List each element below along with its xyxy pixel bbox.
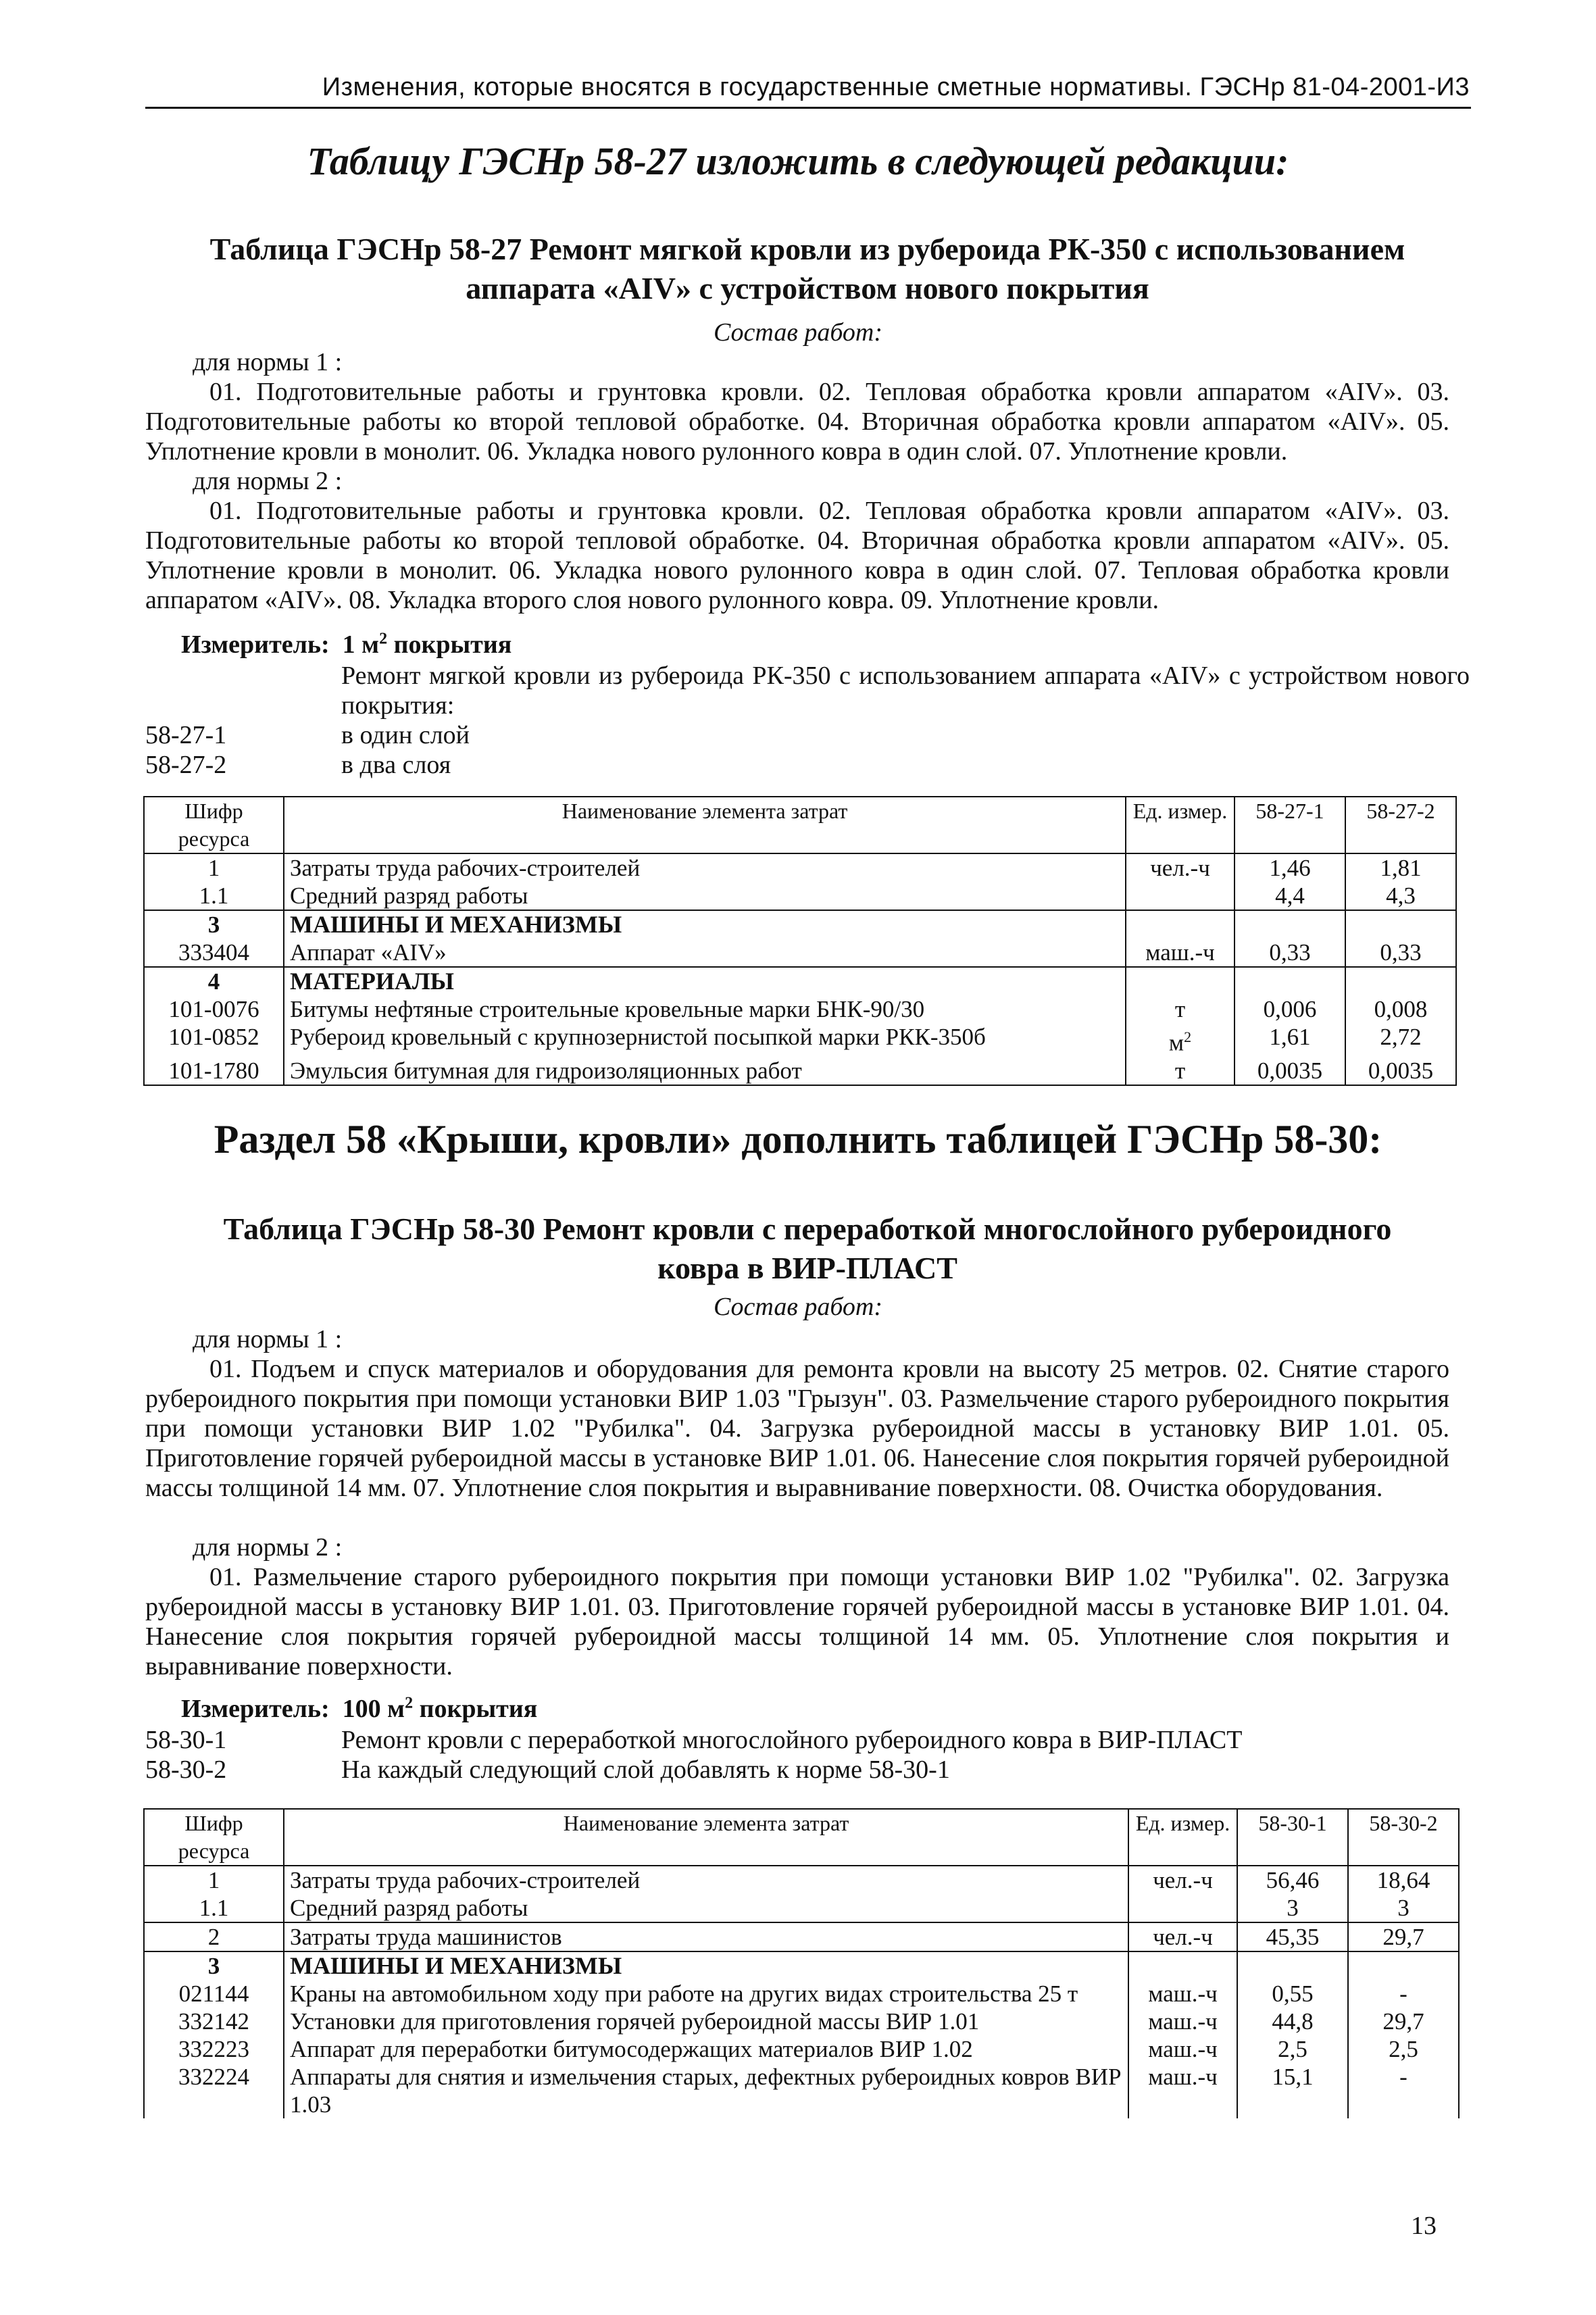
table1-header-unit: Ед. измер. [1126, 797, 1235, 853]
header-rule [145, 107, 1471, 109]
table2-norm2 [145, 1533, 1449, 1681]
table-row [144, 2063, 1459, 2118]
row-code: 1.1 [144, 1894, 284, 1922]
table1-sostav: Состав работ: [713, 318, 883, 347]
row-name: МАТЕРИАЛЫ [284, 967, 1126, 995]
row-name: Затраты труда машинистов [284, 1922, 1128, 1951]
table1-norm2 [145, 466, 1449, 615]
running-head: Изменения, которые вносятся в государственные сметные нормативы. ГЭСНр 81-04-2001-И3 [322, 73, 1470, 101]
table1-meter [181, 630, 512, 659]
table-row [144, 910, 1456, 939]
row-unit: маш.-ч [1128, 1980, 1237, 2008]
row-unit: т [1126, 995, 1235, 1023]
row-value-2: 2,5 [1348, 2035, 1459, 2063]
row-value-1 [1237, 1951, 1348, 1980]
row-name: МАШИНЫ И МЕХАНИЗМЫ [284, 1951, 1128, 1980]
row-code: 1.1 [144, 882, 284, 910]
table2-sostav: Состав работ: [713, 1293, 883, 1321]
table1-norm1-label: для нормы 1 : [193, 348, 343, 376]
table1-norm1-text: 01. Подготовительные работы и грунтовка кровли. 02. Тепловая обработка кровли аппаратом «AIV». 03. Подготовительные работы ко второй тепловой обработке. 04. Вторичная обработка кровли аппаратом «AIV». 05. Уплотнение кровли в монолит. 06. Укладка нового рулонного ковра в один слой. 07. Уплотнение кровли. [145, 378, 1449, 466]
table1-norm2-text: 01. Подготовительные работы и грунтовка кровли. 02. Тепловая обработка кровли аппаратом «AIV». 03. Подготовительные работы ко второй тепловой обработке. 04. Вторичная обработка кровли аппаратом «AIV». 05. Уплотнение кровли в монолит. 06. Укладка нового рулонного ковра в один слой. 07. Тепловая обработка кровли аппаратом «AIV». 08. Укладка второго слоя нового рулонного ковра. 09. Уплотнение кровли. [145, 497, 1449, 614]
table2-header-code: Шифр ресурса [144, 1809, 284, 1866]
row-unit: маш.-ч [1128, 2035, 1237, 2063]
row-unit [1128, 1894, 1237, 1922]
row-value-2: - [1348, 2063, 1459, 2118]
table2-meter-unit: покрытия [419, 1695, 538, 1723]
table1-norm-row [145, 720, 1470, 750]
table1-header-name: Наименование элемента затрат [284, 797, 1126, 853]
row-unit [1126, 882, 1235, 910]
row-code: 1 [144, 853, 284, 882]
row-value-1: 2,5 [1237, 2035, 1348, 2063]
row-unit [1126, 967, 1235, 995]
row-name: Аппараты для снятия и измельчения старых, дефектных рубероидных ковров ВИР 1.03 [284, 2063, 1128, 2118]
row-code: 332224 [144, 2063, 284, 2118]
table2-title-line1: Таблица ГЭСНр 58-30 Ремонт кровли с переработкой многослойного рубероидного [223, 1212, 1392, 1246]
table1-meter-value: 1 м [342, 630, 380, 659]
table1-title-line2: аппарата «AIV» с устройством нового покрытия [466, 271, 1149, 305]
row-name: Краны на автомобильном ходу при работе на других видах строительства 25 т [284, 1980, 1128, 2008]
row-value-2: 18,64 [1348, 1866, 1459, 1894]
table2-norm-text: Ремонт кровли с переработкой многослойного рубероидного ковра в ВИР-ПЛАСТ [341, 1726, 1243, 1754]
row-value-2: 4,3 [1345, 882, 1456, 910]
row-value-2: - [1348, 1980, 1459, 2008]
row-code: 332142 [144, 2008, 284, 2035]
table1-cost-grid [143, 796, 1457, 1086]
table2-header-norm1: 58-30-1 [1237, 1809, 1348, 1866]
table1-norm-code: 58-27-1 [145, 721, 227, 749]
row-value-2: 3 [1348, 1894, 1459, 1922]
row-value-1: 0,55 [1237, 1980, 1348, 2008]
table2-meter-sup: 2 [405, 1694, 414, 1712]
row-value-1: 0,33 [1235, 939, 1345, 967]
table2-norm2-label: для нормы 2 : [193, 1533, 343, 1562]
row-code: 3 [144, 910, 284, 939]
row-unit-sup: 2 [1184, 1028, 1192, 1045]
table-row [144, 1057, 1456, 1085]
table2-norm1 [145, 1324, 1449, 1503]
row-unit: маш.-ч [1128, 2063, 1237, 2118]
row-value-1 [1235, 967, 1345, 995]
table1-title [142, 230, 1473, 308]
row-unit-text: м [1168, 1029, 1184, 1056]
table-row [144, 853, 1456, 882]
row-value-1: 0,006 [1235, 995, 1345, 1023]
row-code: 1 [144, 1866, 284, 1894]
row-value-2: 0,33 [1345, 939, 1456, 967]
table2-meter-label: Измеритель: [181, 1695, 330, 1723]
table1-norms-list [145, 661, 1470, 780]
table1-norm-text: в два слоя [341, 751, 451, 779]
page-number: 13 [1411, 2212, 1437, 2240]
table2-cost-grid [143, 1808, 1460, 2118]
row-code: 2 [144, 1922, 284, 1951]
table-row [144, 1023, 1456, 1057]
table1-header-row [144, 797, 1456, 853]
row-name: Аппарат «AIV» [284, 939, 1126, 967]
row-unit [1126, 1023, 1235, 1057]
table1-meter-label: Измеритель: [181, 630, 330, 659]
table2-meter [181, 1694, 537, 1724]
table1-norm2-label: для нормы 2 : [193, 467, 343, 495]
row-name: Рубероид кровельный с крупнозернистой посыпкой марки РКК-350б [284, 1023, 1126, 1057]
table1-meter-unit: покрытия [393, 630, 512, 659]
row-name: МАШИНЫ И МЕХАНИЗМЫ [284, 910, 1126, 939]
row-unit: чел.-ч [1128, 1922, 1237, 1951]
row-name: Битумы нефтяные строительные кровельные марки БНК-90/30 [284, 995, 1126, 1023]
table1-header-code: Шифр ресурса [144, 797, 284, 853]
row-value-1: 0,0035 [1235, 1057, 1345, 1085]
row-value-2: 1,81 [1345, 853, 1456, 882]
row-value-2 [1348, 1951, 1459, 1980]
table2-norms-list [145, 1725, 1470, 1785]
row-code: 101-1780 [144, 1057, 284, 1085]
row-value-2: 0,0035 [1345, 1057, 1456, 1085]
row-name: Установки для приготовления горячей рубероидной массы ВИР 1.01 [284, 2008, 1128, 2035]
row-value-1: 1,46 [1235, 853, 1345, 882]
table-row [144, 1980, 1459, 2008]
table-row [144, 1951, 1459, 1980]
table-row [144, 1866, 1459, 1894]
row-name: Средний разряд работы [284, 882, 1126, 910]
table2-norm2-text: 01. Размельчение старого рубероидного покрытия при помощи установки ВИР 1.02 "Рубилка". 02. Загрузка рубероидной массы в установку ВИР 1.01. 03. Приготовление горячей рубероидной массы в установке ВИР 1.01. 04. Нанесение слоя покрытия горячей рубероидной массы толщиной 14 мм. 05. Уплотнение слоя покрытия и выравнивание поверхности. [145, 1563, 1449, 1681]
row-unit [1126, 910, 1235, 939]
table-row [144, 995, 1456, 1023]
instruction-add-table: Раздел 58 «Крыши, кровли» дополнить таблицей ГЭСНр 58-30: [214, 1117, 1382, 1162]
table1-norm-code: 58-27-2 [145, 751, 227, 779]
row-unit [1128, 1951, 1237, 1980]
row-value-2: 29,7 [1348, 1922, 1459, 1951]
table1-header-norm2: 58-27-2 [1345, 797, 1456, 853]
table2-norm-row [145, 1755, 1470, 1785]
row-code: 021144 [144, 1980, 284, 2008]
table2-norm-row [145, 1725, 1470, 1755]
table1-norm-text: в один слой [341, 721, 470, 749]
row-value-2: 29,7 [1348, 2008, 1459, 2035]
row-value-1: 45,35 [1237, 1922, 1348, 1951]
instruction-replace-table: Таблицу ГЭСНр 58-27 изложить в следующей редакции: [307, 139, 1289, 183]
table-row [144, 1922, 1459, 1951]
row-name: Затраты труда рабочих-строителей [284, 1866, 1128, 1894]
row-unit: маш.-ч [1126, 939, 1235, 967]
row-unit: чел.-ч [1126, 853, 1235, 882]
row-code: 3 [144, 1951, 284, 1980]
table-row [144, 882, 1456, 910]
row-unit: чел.-ч [1128, 1866, 1237, 1894]
row-value-1 [1235, 910, 1345, 939]
row-value-1: 3 [1237, 1894, 1348, 1922]
row-code: 101-0076 [144, 995, 284, 1023]
table1-header-norm1: 58-27-1 [1235, 797, 1345, 853]
table1-norm-row [145, 750, 1470, 780]
table-row [144, 939, 1456, 967]
row-name: Аппарат для переработки битумосодержащих материалов ВИР 1.02 [284, 2035, 1128, 2063]
table2-norm1-label: для нормы 1 : [193, 1325, 343, 1353]
table2-header-row [144, 1809, 1459, 1866]
row-unit: маш.-ч [1128, 2008, 1237, 2035]
table-row [144, 967, 1456, 995]
table1-norm1 [145, 347, 1449, 466]
row-value-1: 1,61 [1235, 1023, 1345, 1057]
row-code: 101-0852 [144, 1023, 284, 1057]
table1-meter-sup: 2 [379, 630, 388, 648]
table-row [144, 1894, 1459, 1922]
row-value-1: 44,8 [1237, 2008, 1348, 2035]
row-value-1: 15,1 [1237, 2063, 1348, 2118]
table1-norms-description: Ремонт мягкой кровли из рубероида РК-350 с использованием аппарата «AIV» с устройством нового покрытия: [341, 662, 1470, 720]
row-value-2 [1345, 910, 1456, 939]
table2-norm-text: На каждый следующий слой добавлять к норме 58-30-1 [341, 1756, 950, 1784]
row-value-2: 0,008 [1345, 995, 1456, 1023]
table2-norm1-text: 01. Подъем и спуск материалов и оборудования для ремонта кровли на высоту 25 метров. 02. Снятие старого рубероидного покрытия при помощи установки ВИР 1.03 "Грызун". 03. Размельчение старого рубероидного покрытия при помощи установки ВИР 1.02 "Рубилка". 04. Загрузка рубероидной массы в установку ВИР 1.01. 05. Приготовление горячей рубероидной массы в установке ВИР 1.01. 06. Нанесение слоя покрытия горячей рубероидной массы толщиной 14 мм. 07. Уплотнение слоя покрытия и выравнивание поверхности. 08. Очистка оборудования. [145, 1355, 1449, 1502]
table2-header-name: Наименование элемента затрат [284, 1809, 1128, 1866]
table2-meter-value: 100 м [342, 1695, 405, 1723]
row-value-2 [1345, 967, 1456, 995]
table2-header-norm2: 58-30-2 [1348, 1809, 1459, 1866]
table-row [144, 2035, 1459, 2063]
row-name: Эмульсия битумная для гидроизоляционных работ [284, 1057, 1126, 1085]
row-name: Затраты труда рабочих-строителей [284, 853, 1126, 882]
row-code: 332223 [144, 2035, 284, 2063]
row-code: 333404 [144, 939, 284, 967]
row-name: Средний разряд работы [284, 1894, 1128, 1922]
row-code: 4 [144, 967, 284, 995]
table1-title-line1: Таблица ГЭСНр 58-27 Ремонт мягкой кровли из рубероида РК-350 с использованием [209, 232, 1405, 266]
table2-header-unit: Ед. измер. [1128, 1809, 1237, 1866]
table2-norm-code: 58-30-2 [145, 1756, 227, 1784]
row-unit: т [1126, 1057, 1235, 1085]
row-value-1: 56,46 [1237, 1866, 1348, 1894]
row-value-2: 2,72 [1345, 1023, 1456, 1057]
table2-norm-code: 58-30-1 [145, 1726, 227, 1754]
row-value-1: 4,4 [1235, 882, 1345, 910]
table-row [144, 2008, 1459, 2035]
table2-title-line2: ковра в ВИР-ПЛАСТ [657, 1251, 957, 1285]
table2-title [142, 1210, 1473, 1288]
